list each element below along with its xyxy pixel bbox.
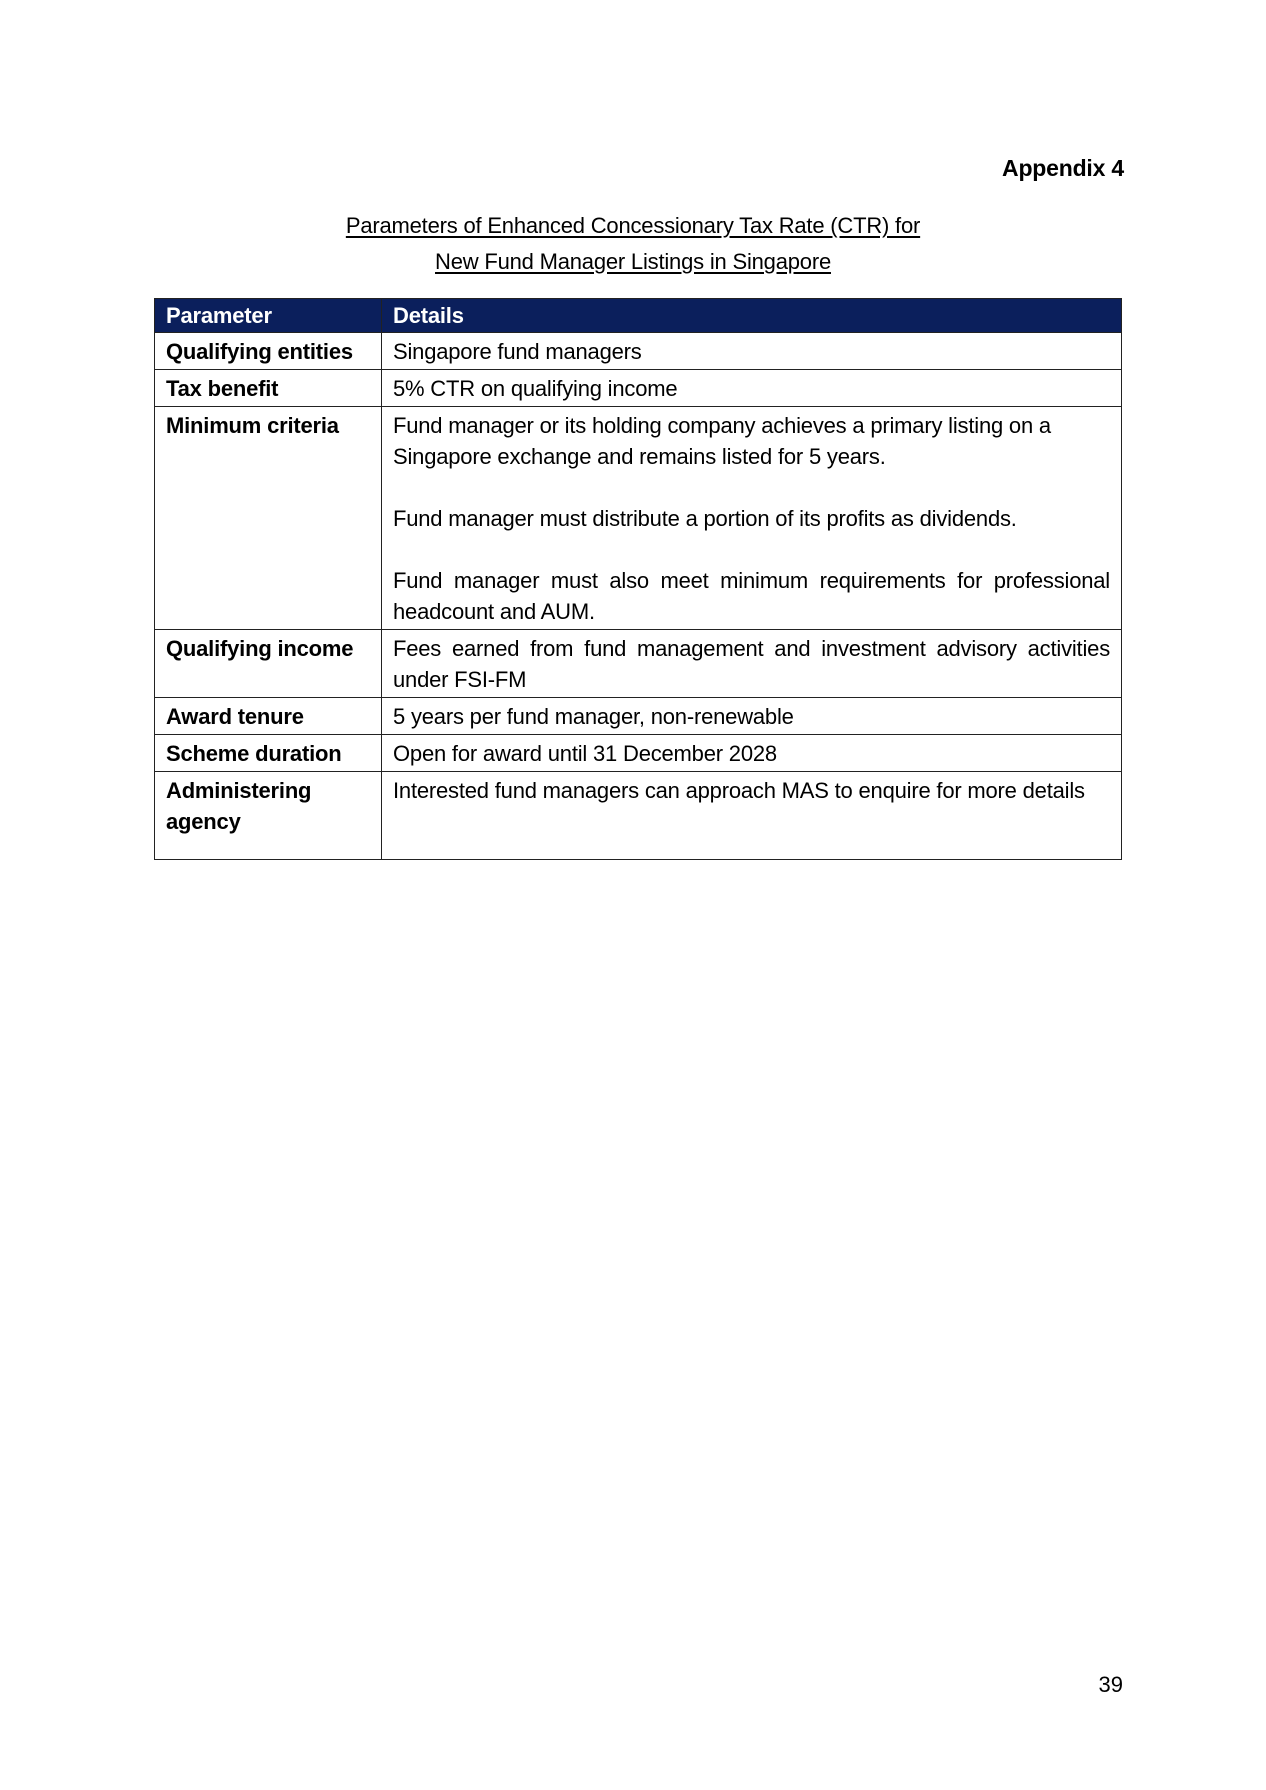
parameter-cell: Award tenure	[155, 698, 382, 735]
table-row	[155, 772, 1122, 860]
table-row	[155, 735, 1122, 772]
title-line-1: Parameters of Enhanced Concessionary Tax Rate (CTR) for	[345, 213, 921, 238]
table-row	[155, 333, 1122, 370]
table-row	[155, 630, 1122, 698]
page-number: 39	[1098, 1672, 1123, 1697]
details-text: 5% CTR on qualifying income	[393, 376, 678, 401]
details-cell	[382, 630, 1122, 698]
parameter-cell: Scheme duration	[155, 735, 382, 772]
parameter-cell: Minimum criteria	[155, 407, 382, 630]
details-cell	[382, 333, 1122, 370]
details-cell	[382, 735, 1122, 772]
table-header-row	[155, 299, 1122, 333]
document-title	[0, 208, 1266, 280]
parameter-cell: Qualifying income	[155, 630, 382, 698]
details-text: Interested fund managers can approach MAS to enquire for more details	[393, 778, 1085, 803]
title-line-2: New Fund Manager Listings in Singapore	[435, 249, 831, 274]
parameter-cell: Administering agency	[155, 772, 382, 860]
details-text: Fees earned from fund management and investment advisory activities under FSI-FM	[393, 636, 1110, 692]
details-text: Fund manager must also meet minimum requirements for professional headcount and AUM.	[393, 568, 1110, 624]
table-row	[155, 698, 1122, 735]
details-cell	[382, 370, 1122, 407]
header-details: Details	[382, 299, 1122, 333]
appendix-label: Appendix 4	[1002, 155, 1124, 181]
details-text: Open for award until 31 December 2028	[393, 741, 777, 766]
parameter-cell: Tax benefit	[155, 370, 382, 407]
details-cell	[382, 407, 1122, 630]
details-text: Fund manager or its holding company achieves a primary listing on a Singapore exchange and remains listed for 5 years.	[393, 413, 1051, 469]
table-row	[155, 407, 1122, 630]
details-text: Fund manager must distribute a portion of its profits as dividends.	[393, 506, 1017, 531]
parameter-cell: Qualifying entities	[155, 333, 382, 370]
details-text: Singapore fund managers	[393, 339, 642, 364]
parameters-table	[154, 298, 1122, 860]
table-row	[155, 370, 1122, 407]
details-cell	[382, 772, 1122, 860]
details-cell	[382, 698, 1122, 735]
header-parameter: Parameter	[155, 299, 382, 333]
details-text: 5 years per fund manager, non-renewable	[393, 704, 794, 729]
